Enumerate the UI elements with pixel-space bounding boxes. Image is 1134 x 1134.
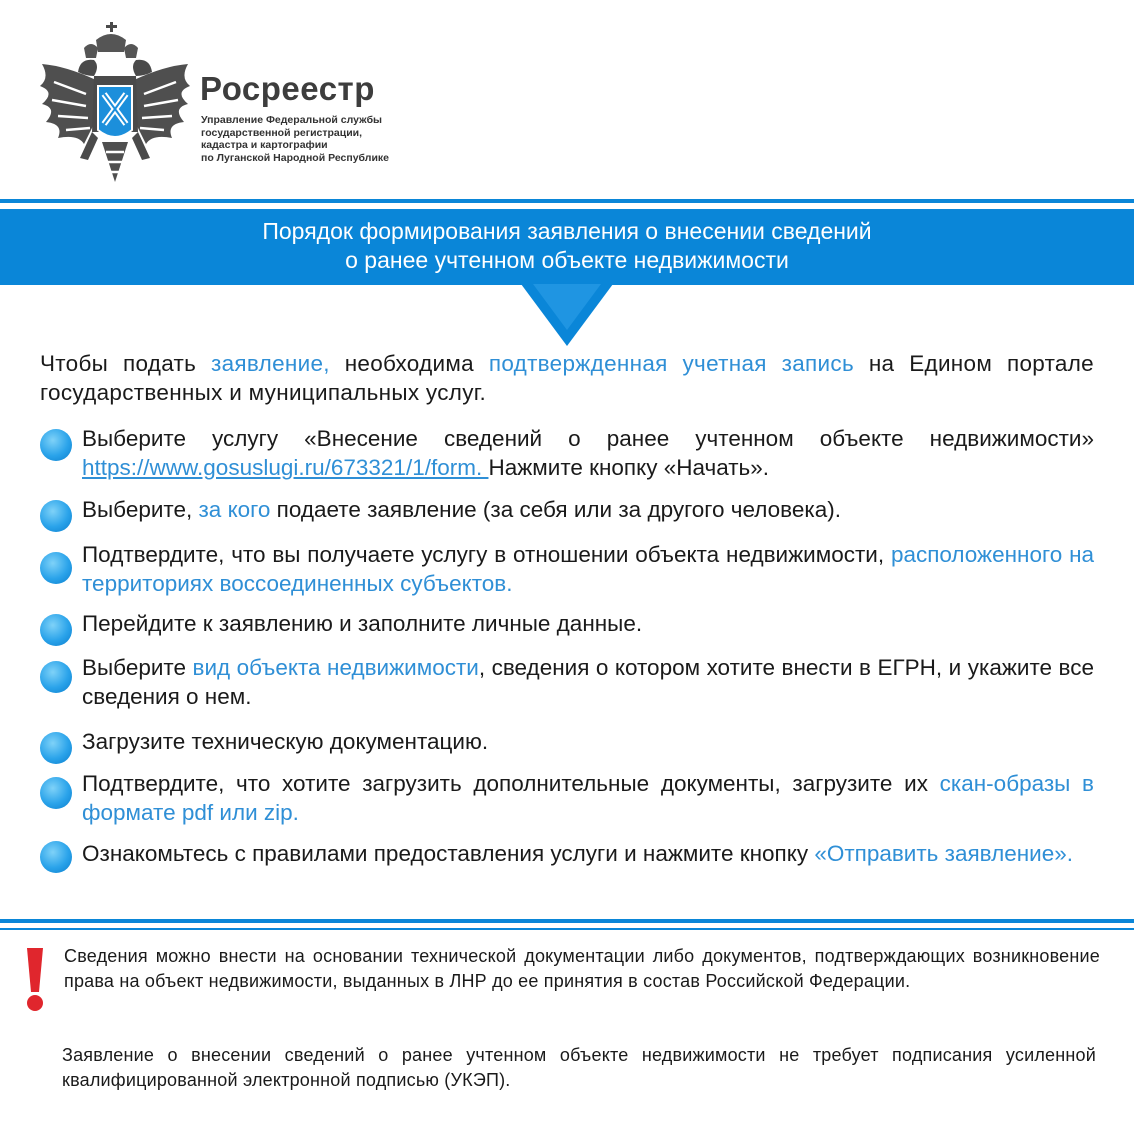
- step-highlight: «Отправить заявление».: [814, 841, 1074, 866]
- exclamation-icon: [24, 948, 46, 1012]
- bullet-icon: [40, 552, 72, 584]
- intro-highlight-verified-account: подтвержденная учетная запись: [488, 351, 854, 376]
- bottom-divider: [0, 919, 1134, 923]
- bullet-icon: [40, 777, 72, 809]
- brand-subtitle-line: Управление Федеральной службы: [201, 114, 383, 126]
- step-text-part: Выберите услугу «Внесение сведений о ранее учтенном объекте недвижимости»: [82, 426, 1094, 451]
- step-text: [82, 769, 1094, 827]
- step-text-part: Ознакомьтесь с правилами предоставления услуги и нажмите кнопку: [82, 841, 815, 866]
- step-highlight: скан-образы в формате pdf или zip.: [82, 771, 1094, 825]
- banner-line-2: о ранее учтенном объекте недвижимости: [345, 247, 789, 273]
- step-text: [82, 653, 1094, 711]
- intro-text: на Едином портале государственных и муниципальных услуг.: [40, 351, 1094, 405]
- bullet-icon: [40, 500, 72, 532]
- brand-subtitle-line: по Луганской Народной Республике: [201, 151, 389, 164]
- bullet-icon: [40, 429, 72, 461]
- top-divider: [0, 199, 1134, 203]
- step-highlight: вид объекта недвижимости: [192, 655, 479, 680]
- step-text-part: , сведения о котором хотите внести в ЕГРН, и укажите все сведения о нем.: [82, 655, 1094, 709]
- ukep-note: Заявление о внесении сведений о ранее учтенном объекте недвижимости не требует подписания усиленной квалифицированной электронной подписью (УКЭП).: [62, 1045, 1096, 1090]
- brand-subtitle-line: государственной регистрации,: [201, 126, 363, 139]
- bottom-divider-thin: [0, 928, 1134, 930]
- step-text: [82, 609, 1094, 638]
- step-text: [82, 727, 1094, 756]
- bullet-icon: [40, 661, 72, 693]
- step-highlight: за кого: [198, 497, 271, 522]
- step-text-part: Нажмите кнопку «Начать».: [488, 455, 770, 480]
- step-text-part: Подтвердите, что вы получаете услугу в отношении объекта недвижимости,: [82, 542, 891, 567]
- step-text: [82, 839, 1094, 868]
- info-note: Сведения можно внести на основании технической документации либо документов, подтверждающих возникновение права на объект недвижимости, выданных в ЛНР до ее принятия в состав Российской Федерации.: [64, 946, 1100, 991]
- step-text-part: подаете заявление (за себя или за другого человека).: [270, 497, 841, 522]
- brand-name: Росреестр: [200, 70, 375, 107]
- down-arrow-icon: [521, 284, 613, 346]
- bullet-icon: [40, 841, 72, 873]
- header: [0, 0, 1134, 200]
- step-text: [82, 495, 1094, 524]
- step-text: [82, 540, 1094, 598]
- intro-text: Чтобы подать: [40, 351, 211, 376]
- title-banner: [0, 209, 1134, 285]
- step-text-part: Перейдите к заявлению и заполните личные данные.: [82, 611, 643, 636]
- step-text-part: Подтвердите, что хотите загрузить дополнительные документы, загрузите их: [82, 771, 940, 796]
- step-text-part: Выберите: [82, 655, 193, 680]
- bullet-icon: [40, 614, 72, 646]
- gosuslugi-link[interactable]: https://www.gosuslugi.ru/673321/1/form.: [82, 455, 489, 480]
- step-text-part: Выберите,: [82, 497, 199, 522]
- intro-highlight-application: заявление,: [211, 351, 330, 376]
- banner-line-1: Порядок формирования заявления о внесении сведений: [262, 218, 872, 244]
- step-text-part: Загрузите техническую документацию.: [82, 729, 489, 754]
- double-headed-eagle-emblem-icon: [36, 20, 194, 188]
- intro-text: необходима: [329, 351, 489, 376]
- step-highlight: расположенного на территориях воссоединенных субъектов.: [82, 542, 1095, 596]
- bullet-icon: [40, 732, 72, 764]
- intro-paragraph: [40, 349, 1094, 407]
- brand-subtitle-line: кадастра и картографии: [201, 139, 328, 151]
- brand-subtitle: [201, 114, 389, 164]
- step-text: [82, 424, 1094, 482]
